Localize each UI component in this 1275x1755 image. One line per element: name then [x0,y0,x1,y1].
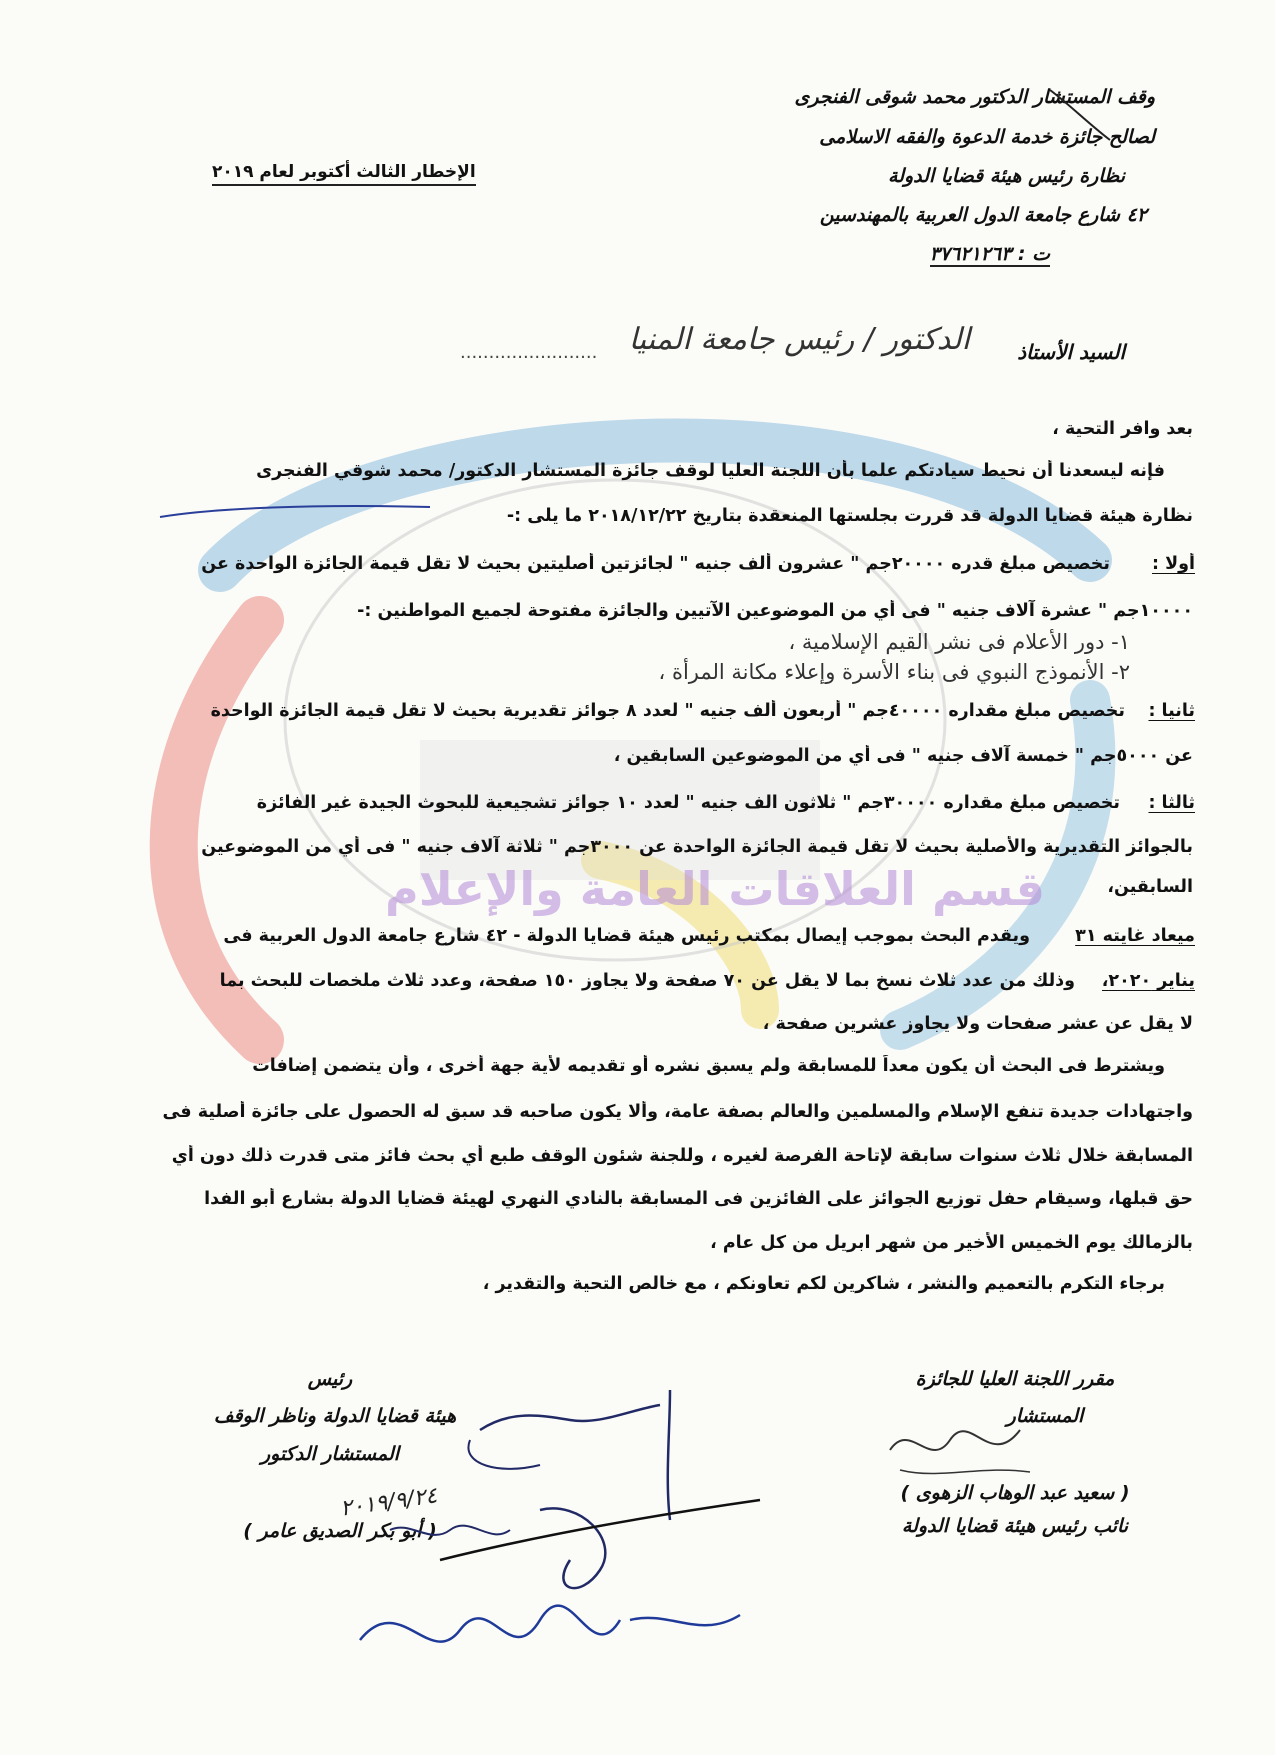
third-line-2: بالجوائز التقديرية والأصلية بحيث لا تقل قيمة الجائزة الواحدة عن ٣٠٠٠جم " ثلاثة آلاف جنيه " فى أي من الموضوعين [201,837,1193,857]
third-label: ثالثا : [1148,793,1195,813]
condition-line-5: بالزمالك يوم الخميس الأخير من شهر ابريل من كل عام ، [710,1233,1193,1253]
topic-1: ١- دور الأعلام فى نشر القيم الإسلامية ، [788,630,1130,654]
right-signature-scribble [870,1410,1050,1490]
intro-line-1: فإنه ليسعدنا أن نحيط سيادتكم علما بأن اللجنة العليا لوقف جائزة المستشار الدكتور/ محمد شوقي الفنجرى [256,461,1165,481]
submit-line-2: وذلك من عدد ثلاث نسخ بما لا يقل عن ٧٠ صفحة ولا يجاوز ١٥٠ صفحة، وعدد ثلاث ملخصات للبحث بما [219,971,1075,991]
addressee-dots: ........................ [460,342,598,363]
addressee-handwritten: الدكتور / رئيس جامعة المنيا [628,322,970,357]
watermark-text: قسم العلاقات العامة والإعلام [385,862,1045,916]
condition-line-3: المسابقة خلال ثلاث سنوات سابقة لإتاحة الفرصة لغيره ، وللجنة شئون الوقف طبع أي بحث فائز متى قدرت ذلك دون أي [171,1146,1193,1166]
addressee-label: السيد الأستاذ [1017,340,1125,364]
submit-deadline: ميعاد غايته ٣١ [1075,926,1195,946]
condition-line-2: واجتهادات جديدة تنفع الإسلام والمسلمين والعالم بصفة عامة، وألا يكون صاحبه قد سبق له الحصول على جائزة أصلية فى [162,1102,1193,1122]
header-pen-mark [1040,80,1120,150]
second-line-1: تخصيص مبلغ مقداره ٤٠٠٠٠جم " أربعون ألف جنيه " لعدد ٨ جوائز تقديرية بحيث لا تقل قيمة الجائزة الواحدة [210,701,1125,721]
notice-title: الإخطار الثالث أكتوبر لعام ٢٠١٩ [212,162,476,186]
handwritten-date: ٢٠١٩/٩/٢٤ [338,1483,439,1522]
left-sig-name: ( أبو بكر الصديق عامر ) [243,1520,437,1542]
sender-purpose: لصالح جائزة خدمة الدعوة والفقه الاسلامى [819,126,1155,148]
sender-name: وقف المستشار الدكتور محمد شوقى الفنجرى [794,86,1155,108]
second-line-2: عن ٥٠٠٠جم " خمسة آلاف جنيه " فى أي من الموضوعين السابقين ، [613,746,1193,766]
intro-line-2: نظارة هيئة قضايا الدولة قد قررت بجلستها المنعقدة بتاريخ ٢٠١٨/١٢/٢٢ ما يلى :- [506,506,1193,526]
sender-phone: ت : ٣٧٦٢١٢٦٣ [929,243,1050,265]
condition-line-1: ويشترط فى البحث أن يكون معداً للمسابقة ولم يسبق نشره أو تقديمه لأية جهة أخرى ، وأن يتضمن إضافات [252,1056,1165,1076]
closing-line: برجاء التكرم بالتعميم والنشر ، شاكرين لكم تعاونكم ، مع خالص التحية والتقدير ، [482,1274,1165,1294]
right-sig-line-2: المستشار [1006,1405,1084,1427]
right-sig-title: نائب رئيس هيئة قضايا الدولة [901,1515,1129,1537]
submit-deadline-year: يناير ٢٠٢٠، [1101,971,1195,991]
left-sig-line-3: المستشار الدكتور [260,1443,400,1465]
third-line-3: السابقين، [1107,877,1193,897]
sender-address: ٤٢ شارع جامعة الدول العربية بالمهندسين [819,204,1147,226]
greeting: بعد وافر التحية ، [1052,419,1193,439]
submit-line-1: ويقدم البحث بموجب إيصال بمكتب رئيس هيئة قضايا الدولة - ٤٢ شارع جامعة الدول العربية فى [223,926,1030,946]
submit-line-3: لا يقل عن عشر صفحات ولا يجاوز عشرين صفحة ، [762,1014,1193,1034]
third-line-1: تخصيص مبلغ مقداره ٣٠٠٠٠جم " ثلاثون الف جنيه " لعدد ١٠ جوائز تشجيعية للبحوث الجيدة غير الفائزة [256,793,1120,813]
left-sig-line-2: هيئة قضايا الدولة وناظر الوقف [213,1405,457,1427]
topic-2: ٢- الأنموذج النبوي فى بناء الأسرة وإعلاء مكانة المرأة ، [658,660,1130,684]
condition-line-4: حق قبلها، وسيقام حفل توزيع الجوائز على الفائزين فى المسابقة بالنادي النهري لهيئة قضايا الدولة بشارع أبو الفدا [204,1189,1193,1209]
second-label: ثانيا : [1148,701,1195,721]
right-sig-name: ( سعيد عبد الوهاب الزهوى ) [900,1482,1130,1504]
left-sig-line-1: رئيس [307,1368,353,1390]
first-line-2: ١٠٠٠٠جم " عشرة آلاف جنيه " فى أي من الموضوعين الآتيين والجائزة مفتوحة لجميع المواطنين :- [357,601,1193,621]
right-sig-line-1: مقرر اللجنة العليا للجائزة [915,1368,1115,1390]
sender-office: نظارة رئيس هيئة قضايا الدولة [888,165,1125,187]
handwritten-signatures [340,1370,820,1700]
first-label: أولا : [1152,554,1195,574]
first-line-1: تخصيص مبلغ قدره ٢٠٠٠٠جم " عشرون ألف جنيه " لجائزتين أصليتين بحيث لا تقل قيمة الجائزة الواحدة عن [201,554,1110,574]
